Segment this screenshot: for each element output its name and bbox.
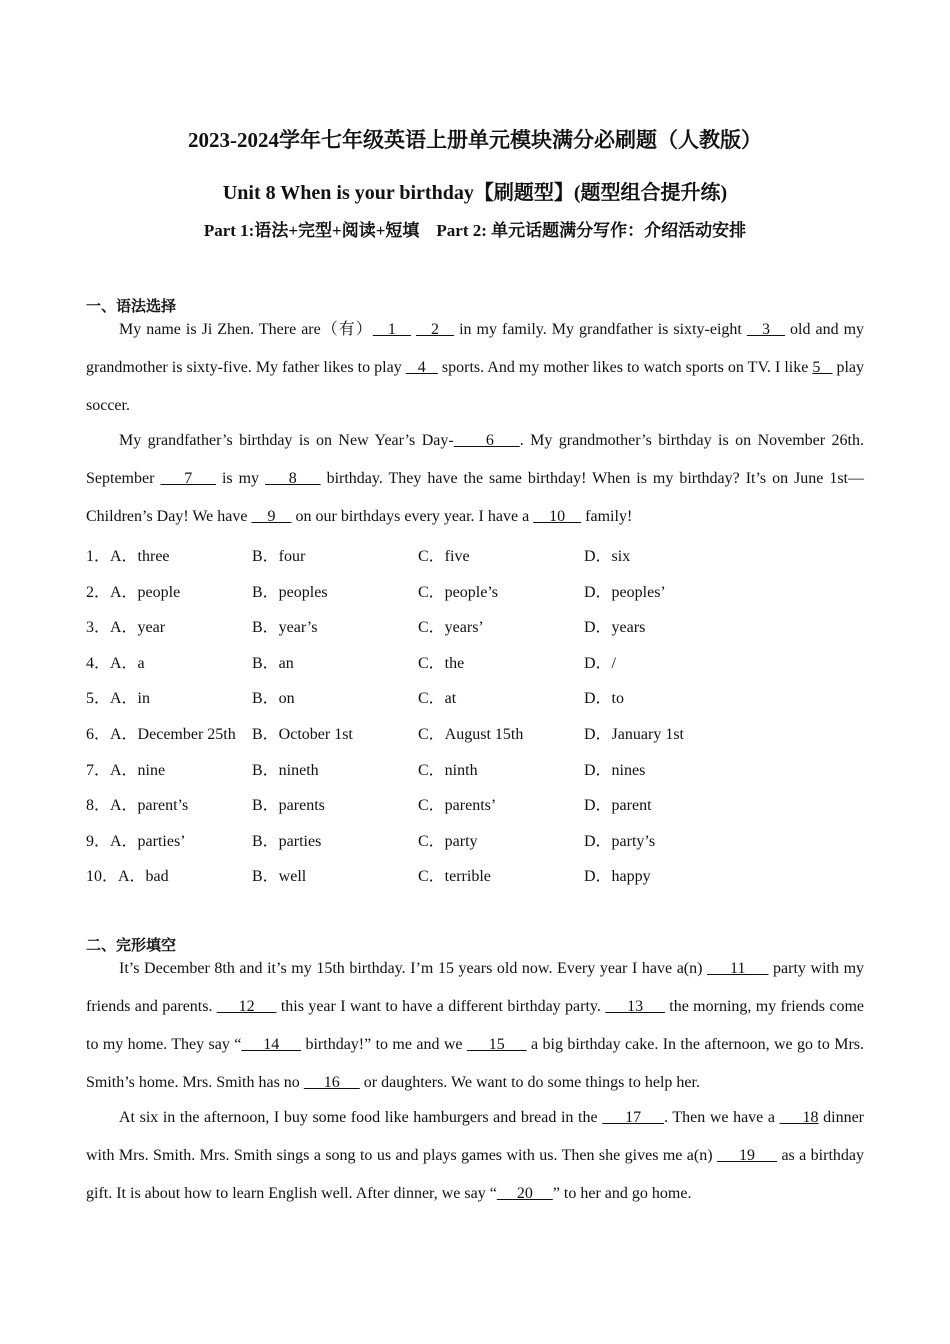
text: sports. And my mother likes to watch sports on TV. I like	[437, 359, 813, 376]
text: or daughters. We want to do some things to help her.	[359, 1074, 700, 1091]
option-a: 6．A．December 25th	[86, 726, 236, 743]
option-b: B．four	[252, 548, 306, 565]
option-b: B．year’s	[252, 619, 318, 636]
page-title: 2023-2024学年七年级英语上册单元模块满分必刷题（人教版）	[188, 128, 762, 152]
text: family!	[581, 508, 633, 525]
option-d: D．happy	[584, 868, 651, 885]
blank-6: 6	[453, 432, 520, 449]
blank-17: 17	[602, 1109, 665, 1126]
text: It’s December 8th and it’s my 15th birthday. I’m 15 years old now. Every year I have a(n)	[119, 960, 708, 977]
option-a: 4．A．a	[86, 655, 145, 672]
text: . My grandmother’s birthday is on November 26th. September	[86, 432, 865, 487]
option-row-10	[86, 863, 866, 893]
option-b: B．nineth	[252, 762, 319, 779]
blank-12: 12	[216, 998, 277, 1015]
option-c: C．terrible	[418, 868, 491, 885]
option-a: 2．A．people	[86, 584, 181, 601]
option-a: 7．A．nine	[86, 762, 166, 779]
blank-5: 5	[812, 359, 833, 376]
option-c: C．the	[418, 655, 465, 672]
text: on our birthdays every year. I have a	[291, 508, 534, 525]
option-a: 3．A．year	[86, 619, 166, 636]
blank-15: 15	[466, 1036, 527, 1053]
blank-7: 7	[160, 470, 216, 487]
option-b: B．an	[252, 655, 294, 672]
option-d: D．nines	[584, 762, 646, 779]
option-d: D．six	[584, 548, 631, 565]
blank-20: 20	[496, 1185, 553, 1202]
text: My name is Ji Zhen. There are（有）	[119, 321, 373, 338]
text: this year I want to have a different birthday party.	[276, 998, 606, 1015]
blank-13: 13	[605, 998, 665, 1015]
option-c: C．at	[418, 690, 457, 707]
option-a: 1．A．three	[86, 548, 170, 565]
blank-11: 11	[707, 960, 769, 977]
option-d: D．party’s	[584, 833, 656, 850]
blank-3: 3	[746, 321, 785, 338]
text: My grandfather’s birthday is on New Year’s Day-	[119, 432, 454, 449]
option-row-8	[86, 792, 866, 822]
option-d: D．/	[584, 655, 617, 672]
option-c: C．years’	[418, 619, 484, 636]
option-row-6	[86, 721, 866, 751]
option-c: C．August 15th	[418, 726, 524, 743]
blank-16: 16	[303, 1074, 360, 1091]
option-d: D．January 1st	[584, 726, 684, 743]
option-b: B．on	[252, 690, 295, 707]
text: is my	[216, 470, 265, 487]
text: old and my grandmother is sixty-five. My father likes to play	[86, 321, 865, 376]
blank-9: 9	[251, 508, 292, 525]
option-row-2	[86, 579, 866, 609]
cloze-paragraph-2	[86, 1099, 864, 1213]
grammar-paragraph-1	[86, 311, 864, 425]
blank-18: 18	[779, 1109, 819, 1126]
text: the morning, my friends come to my home. They say “	[86, 998, 864, 1053]
option-b: B．parties	[252, 833, 322, 850]
blank-10: 10	[533, 508, 582, 525]
cloze-paragraph-1	[86, 950, 864, 1102]
option-row-3	[86, 614, 866, 644]
option-d: D．parent	[584, 797, 652, 814]
blank-14: 14	[241, 1036, 302, 1053]
option-d: D．to	[584, 690, 625, 707]
option-b: B．October 1st	[252, 726, 353, 743]
unit-subtitle: Unit 8 When is your birthday【刷题型】(题型组合提升练)	[222, 182, 728, 204]
parts-line: Part 1:语法+完型+阅读+短填 Part 2: 单元话题满分写作：介绍活动安排	[203, 221, 747, 240]
text: play soccer.	[86, 359, 865, 414]
text: in my family. My grandfather is sixty-eight	[454, 321, 747, 338]
option-c: C．people’s	[418, 584, 498, 601]
option-c: C．party	[418, 833, 478, 850]
option-row-5	[86, 685, 866, 715]
option-a: 9．A．parties’	[86, 833, 186, 850]
text: . Then we have a	[664, 1109, 780, 1126]
option-b: B．parents	[252, 797, 325, 814]
blank-4: 4	[405, 359, 438, 376]
option-c: C．parents’	[418, 797, 497, 814]
option-c: C．ninth	[418, 762, 478, 779]
blank-8: 8	[264, 470, 321, 487]
section-heading-grammar: 一、语法选择	[86, 297, 177, 315]
option-d: D．peoples’	[584, 584, 666, 601]
option-b: B．well	[252, 868, 307, 885]
text: birthday. They have the same birthday! When is my birthday? It’s on June 1st—Children’s Day! We have	[86, 470, 864, 525]
option-row-7	[86, 757, 866, 787]
grammar-paragraph-2	[86, 422, 864, 536]
section-heading-cloze: 二、完形填空	[86, 936, 177, 954]
text: At six in the afternoon, I buy some food like hamburgers and bread in the	[119, 1109, 603, 1126]
option-a: 8．A．parent’s	[86, 797, 189, 814]
option-row-1	[86, 543, 866, 573]
text: dinner with Mrs. Smith. Mrs. Smith sings a song to us and plays games with us. Then she gives me a(n)	[86, 1109, 865, 1164]
text: ” to her and go home.	[552, 1185, 692, 1202]
option-b: B．peoples	[252, 584, 328, 601]
option-a: 10．A．bad	[86, 868, 169, 885]
option-row-9	[86, 828, 866, 858]
text: party with my friends and parents.	[86, 960, 865, 1015]
text: a big birthday cake. In the afternoon, we go to Mrs. Smith’s home. Mrs. Smith has no	[86, 1036, 865, 1091]
option-d: D．years	[584, 619, 646, 636]
option-a: 5．A．in	[86, 690, 151, 707]
blank-1: 1	[372, 321, 411, 338]
text: birthday!” to me and we	[301, 1036, 467, 1053]
blank-2: 2	[415, 321, 455, 338]
blank-19: 19	[716, 1147, 778, 1164]
option-row-4	[86, 650, 866, 680]
text: as a birthday gift. It is about how to learn English well. After dinner, we say “	[86, 1147, 865, 1202]
option-c: C．five	[418, 548, 470, 565]
